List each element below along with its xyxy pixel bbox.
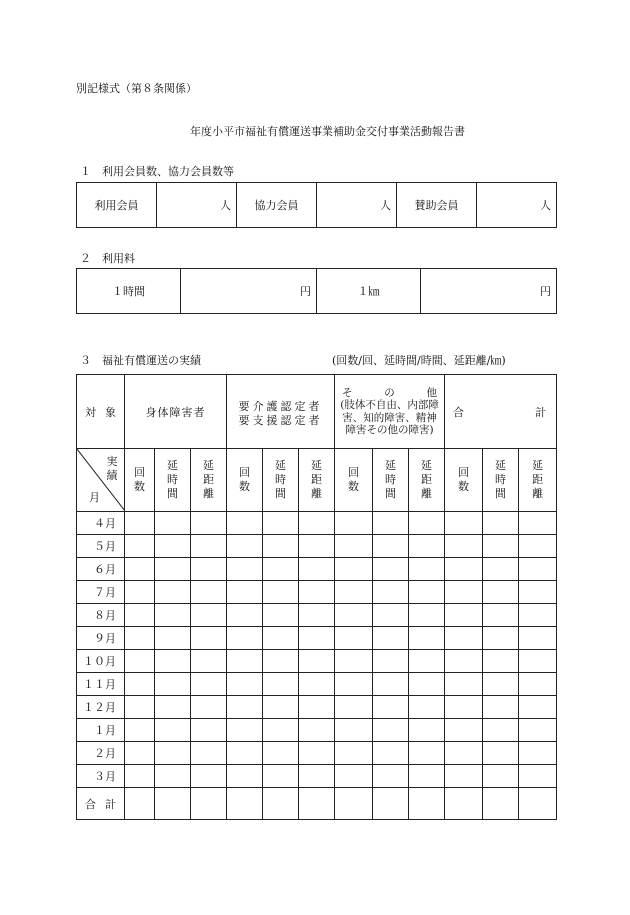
data-cell[interactable]: [299, 696, 335, 719]
header-care-certified: 要介護認定者 要支援認定者: [227, 375, 335, 449]
section3-heading: ３ 福祉有償運送の実績: [80, 354, 201, 367]
sub-care-count: 回数: [227, 449, 263, 512]
data-cell[interactable]: [335, 581, 373, 604]
table-row: [77, 512, 557, 535]
data-cell[interactable]: [191, 512, 227, 535]
data-cell[interactable]: [191, 558, 227, 581]
data-cell[interactable]: [483, 512, 519, 535]
month-label: ６月: [77, 558, 125, 581]
table-row: [77, 535, 557, 558]
data-cell[interactable]: [445, 512, 483, 535]
table-row: [77, 627, 557, 650]
data-cell[interactable]: [263, 673, 299, 696]
data-cell[interactable]: [263, 696, 299, 719]
data-cell[interactable]: [445, 558, 483, 581]
member-count-table: [76, 182, 557, 228]
data-cell[interactable]: [299, 558, 335, 581]
data-cell[interactable]: [335, 673, 373, 696]
month-label: １０月: [77, 650, 125, 673]
table-row: [77, 650, 557, 673]
data-cell[interactable]: [409, 604, 445, 627]
month-label: １１月: [77, 673, 125, 696]
header-other-disabilities: そ の 他 (肢体不自由、内部障害、知的障害、精神障害その他の障害): [335, 375, 445, 449]
data-cell[interactable]: [373, 512, 409, 535]
data-cell[interactable]: [263, 627, 299, 650]
supporting-member-value-cell[interactable]: 人: [477, 183, 557, 228]
data-cell[interactable]: [155, 627, 191, 650]
total-cell[interactable]: [263, 788, 299, 820]
data-cell[interactable]: [409, 558, 445, 581]
data-cell[interactable]: [483, 627, 519, 650]
data-cell[interactable]: [483, 558, 519, 581]
total-cell[interactable]: [299, 788, 335, 820]
data-cell[interactable]: [519, 742, 557, 765]
data-cell[interactable]: [335, 765, 373, 788]
data-cell[interactable]: [519, 696, 557, 719]
section1-heading: １ 利用会員数、協力会員数等: [80, 165, 234, 178]
data-cell[interactable]: [519, 512, 557, 535]
data-cell[interactable]: [125, 742, 155, 765]
data-cell[interactable]: [299, 535, 335, 558]
data-cell[interactable]: [125, 627, 155, 650]
data-cell[interactable]: [445, 696, 483, 719]
data-cell[interactable]: [125, 696, 155, 719]
table-row: [77, 558, 557, 581]
sub-total-count: 回数: [445, 449, 483, 512]
data-cell[interactable]: [373, 673, 409, 696]
data-cell[interactable]: [445, 719, 483, 742]
units-note: (回数/回、延時間/時間、延距離/㎞): [332, 354, 506, 367]
data-cell[interactable]: [373, 765, 409, 788]
data-cell[interactable]: [125, 558, 155, 581]
data-cell[interactable]: [191, 742, 227, 765]
data-cell[interactable]: [191, 604, 227, 627]
data-cell[interactable]: [445, 742, 483, 765]
data-cell[interactable]: [227, 719, 263, 742]
table-row: [77, 765, 557, 788]
corner-diagonal-cell: [77, 449, 125, 512]
total-cell[interactable]: [155, 788, 191, 820]
data-cell[interactable]: [519, 719, 557, 742]
sub-other-hours: 延時間: [373, 449, 409, 512]
data-cell[interactable]: [125, 650, 155, 673]
data-cell[interactable]: [409, 581, 445, 604]
data-cell[interactable]: [191, 673, 227, 696]
data-cell[interactable]: [519, 673, 557, 696]
data-cell[interactable]: [483, 742, 519, 765]
data-cell[interactable]: [227, 765, 263, 788]
data-cell[interactable]: [155, 581, 191, 604]
data-cell[interactable]: [335, 604, 373, 627]
data-cell[interactable]: [263, 558, 299, 581]
sub-care-hours: 延時間: [263, 449, 299, 512]
data-cell[interactable]: [335, 558, 373, 581]
total-cell[interactable]: [227, 788, 263, 820]
data-cell[interactable]: [191, 650, 227, 673]
total-cell[interactable]: [519, 788, 557, 820]
data-cell[interactable]: [227, 581, 263, 604]
user-member-value-cell[interactable]: 人: [157, 183, 237, 228]
data-cell[interactable]: [519, 650, 557, 673]
data-cell[interactable]: [409, 696, 445, 719]
data-cell[interactable]: [227, 604, 263, 627]
sub-physical-hours: 延時間: [155, 449, 191, 512]
data-cell[interactable]: [263, 581, 299, 604]
data-cell[interactable]: [155, 696, 191, 719]
data-cell[interactable]: [155, 742, 191, 765]
data-cell[interactable]: [483, 673, 519, 696]
data-cell[interactable]: [483, 581, 519, 604]
transport-results-table: [76, 374, 557, 820]
total-cell[interactable]: [125, 788, 155, 820]
total-cell[interactable]: [445, 788, 483, 820]
sub-physical-count: 回数: [125, 449, 155, 512]
data-cell[interactable]: [299, 765, 335, 788]
user-member-label: 利用会員: [77, 183, 157, 228]
header-total: 合 計: [445, 375, 557, 449]
data-cell[interactable]: [483, 765, 519, 788]
data-cell[interactable]: [263, 512, 299, 535]
data-cell[interactable]: [373, 650, 409, 673]
header-physical-disability: 身体障害者: [125, 375, 227, 449]
data-cell[interactable]: [445, 765, 483, 788]
data-cell[interactable]: [125, 604, 155, 627]
data-cell[interactable]: [483, 604, 519, 627]
corner-results-label: 実績: [106, 455, 118, 482]
table-row: [77, 696, 557, 719]
corner-month-label: 月: [89, 491, 100, 504]
data-cell[interactable]: [483, 535, 519, 558]
data-cell[interactable]: [299, 604, 335, 627]
total-cell[interactable]: [483, 788, 519, 820]
month-label: ９月: [77, 627, 125, 650]
data-cell[interactable]: [519, 627, 557, 650]
data-cell[interactable]: [409, 765, 445, 788]
data-cell[interactable]: [373, 581, 409, 604]
total-cell[interactable]: [335, 788, 373, 820]
data-cell[interactable]: [373, 604, 409, 627]
data-cell[interactable]: [445, 673, 483, 696]
sub-total-hours: 延時間: [483, 449, 519, 512]
data-cell[interactable]: [227, 558, 263, 581]
table-row: [77, 719, 557, 742]
total-cell[interactable]: [409, 788, 445, 820]
data-cell[interactable]: [519, 604, 557, 627]
data-cell[interactable]: [299, 650, 335, 673]
data-cell[interactable]: [483, 650, 519, 673]
sub-total-distance: 延距離: [519, 449, 557, 512]
data-cell[interactable]: [263, 604, 299, 627]
sub-physical-distance: 延距離: [191, 449, 227, 512]
data-cell[interactable]: [335, 650, 373, 673]
data-cell[interactable]: [299, 627, 335, 650]
header-target: 対 象: [77, 375, 125, 449]
data-cell[interactable]: [155, 765, 191, 788]
month-label: ５月: [77, 535, 125, 558]
data-cell[interactable]: [125, 581, 155, 604]
data-cell[interactable]: [227, 673, 263, 696]
data-cell[interactable]: [263, 535, 299, 558]
document-title: 年度小平市福祉有償運送事業補助金交付事業活動報告書: [190, 125, 465, 138]
data-cell[interactable]: [227, 512, 263, 535]
fee-table: [76, 268, 557, 314]
data-cell[interactable]: [445, 535, 483, 558]
data-cell[interactable]: [191, 581, 227, 604]
data-cell[interactable]: [263, 742, 299, 765]
table-row: [77, 581, 557, 604]
data-cell[interactable]: [155, 535, 191, 558]
data-cell[interactable]: [409, 673, 445, 696]
data-cell[interactable]: [373, 696, 409, 719]
cooperating-member-label: 協力会員: [237, 183, 317, 228]
data-cell[interactable]: [191, 627, 227, 650]
data-cell[interactable]: [191, 535, 227, 558]
data-cell[interactable]: [191, 765, 227, 788]
section2-heading: ２ 利用料: [80, 252, 135, 265]
data-cell[interactable]: [409, 627, 445, 650]
total-cell[interactable]: [191, 788, 227, 820]
data-cell[interactable]: [445, 604, 483, 627]
data-cell[interactable]: [227, 742, 263, 765]
data-cell[interactable]: [445, 627, 483, 650]
data-cell[interactable]: [227, 650, 263, 673]
data-cell[interactable]: [125, 719, 155, 742]
data-cell[interactable]: [445, 650, 483, 673]
data-cell[interactable]: [335, 719, 373, 742]
sub-other-count: 回数: [335, 449, 373, 512]
data-cell[interactable]: [335, 696, 373, 719]
month-label: １月: [77, 719, 125, 742]
data-cell[interactable]: [263, 650, 299, 673]
sub-care-distance: 延距離: [299, 449, 335, 512]
data-cell[interactable]: [373, 627, 409, 650]
month-label: ７月: [77, 581, 125, 604]
data-cell[interactable]: [409, 512, 445, 535]
data-cell[interactable]: [299, 581, 335, 604]
fee-per-km-value-cell[interactable]: 円: [421, 269, 557, 314]
month-label: ８月: [77, 604, 125, 627]
data-cell[interactable]: [125, 512, 155, 535]
supporting-member-label: 賛助会員: [397, 183, 477, 228]
data-cell[interactable]: [155, 719, 191, 742]
data-cell[interactable]: [335, 627, 373, 650]
data-cell[interactable]: [519, 765, 557, 788]
data-cell[interactable]: [519, 581, 557, 604]
total-row-label: 合 計: [77, 788, 125, 820]
data-cell[interactable]: [299, 742, 335, 765]
data-cell[interactable]: [227, 696, 263, 719]
data-cell[interactable]: [483, 719, 519, 742]
data-cell[interactable]: [191, 719, 227, 742]
fee-per-km-label: １㎞: [317, 269, 421, 314]
table-row: [77, 673, 557, 696]
data-cell[interactable]: [373, 719, 409, 742]
data-cell[interactable]: [335, 512, 373, 535]
data-cell[interactable]: [519, 535, 557, 558]
month-label: ２月: [77, 742, 125, 765]
sub-other-distance: 延距離: [409, 449, 445, 512]
month-label: ４月: [77, 512, 125, 535]
data-cell[interactable]: [299, 512, 335, 535]
fee-per-hour-value-cell[interactable]: 円: [181, 269, 317, 314]
data-cell[interactable]: [445, 581, 483, 604]
data-cell[interactable]: [155, 512, 191, 535]
month-label: １２月: [77, 696, 125, 719]
data-cell[interactable]: [373, 535, 409, 558]
data-cell[interactable]: [409, 650, 445, 673]
data-cell[interactable]: [263, 765, 299, 788]
data-cell[interactable]: [227, 535, 263, 558]
data-cell[interactable]: [483, 696, 519, 719]
table-row: [77, 604, 557, 627]
data-cell[interactable]: [409, 719, 445, 742]
cooperating-member-value-cell[interactable]: 人: [317, 183, 397, 228]
month-rows: [77, 512, 557, 788]
data-cell[interactable]: [155, 604, 191, 627]
data-cell[interactable]: [155, 673, 191, 696]
data-cell[interactable]: [299, 719, 335, 742]
data-cell[interactable]: [125, 535, 155, 558]
data-cell[interactable]: [155, 650, 191, 673]
data-cell[interactable]: [335, 535, 373, 558]
table-row: [77, 742, 557, 765]
data-cell[interactable]: [409, 742, 445, 765]
fee-per-hour-label: １時間: [77, 269, 181, 314]
data-cell[interactable]: [227, 627, 263, 650]
data-cell[interactable]: [125, 673, 155, 696]
total-cell[interactable]: [373, 788, 409, 820]
data-cell[interactable]: [125, 765, 155, 788]
data-cell[interactable]: [373, 742, 409, 765]
data-cell[interactable]: [519, 558, 557, 581]
data-cell[interactable]: [335, 742, 373, 765]
data-cell[interactable]: [409, 535, 445, 558]
data-cell[interactable]: [155, 558, 191, 581]
month-label: ３月: [77, 765, 125, 788]
data-cell[interactable]: [299, 673, 335, 696]
data-cell[interactable]: [373, 558, 409, 581]
data-cell[interactable]: [191, 696, 227, 719]
data-cell[interactable]: [263, 719, 299, 742]
form-label: 別記様式（第８条関係）: [76, 82, 197, 95]
